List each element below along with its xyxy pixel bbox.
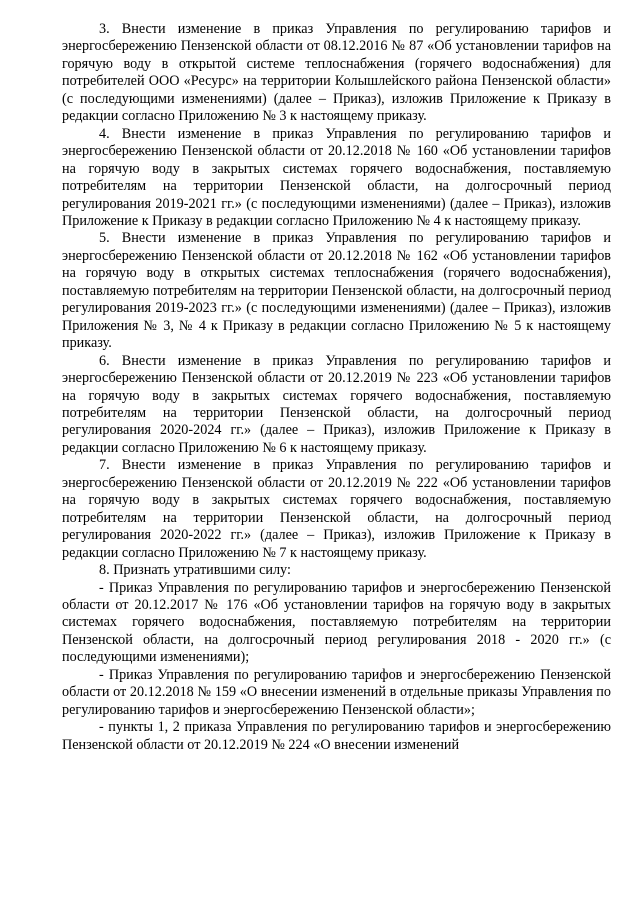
document-body bbox=[62, 21, 611, 754]
paragraph-item-3: 3. Внести изменение в приказ Управления по регулированию тарифов и энергосбережению Пензенской области от 08.12.2016 № 87 «Об установлении тарифов на горячую воду в открытой системе теплоснабжения (горячего водоснабжения) для потребителей ООО «Ресурс» на территории Колышлейского района Пензенской области» (с последующими изменениями) (далее – Приказ), изложив Приложение к Приказу в редакции согласно Приложению № 3 к настоящему приказу. bbox=[62, 21, 611, 125]
repealed-order-item-1: - Приказ Управления по регулированию тарифов и энергосбережению Пензенской области от 20.12.2017 № 176 «Об установлении тарифов на горячую воду в закрытых системах горячего водоснабжения, поставляемую потребителям на территории Пензенской области, на долгосрочный период регулирования 2018 - 2020 гг.» (с последующими изменениями); bbox=[62, 579, 611, 666]
repealed-order-item-2: - Приказ Управления по регулированию тарифов и энергосбережению Пензенской области от 20.12.2018 № 159 «О внесении изменений в отдельные приказы Управления по регулированию тарифов и энергосбережению Пензенской области»; bbox=[62, 666, 611, 718]
paragraph-item-4: 4. Внести изменение в приказ Управления по регулированию тарифов и энергосбережению Пензенской области от 20.12.2018 № 160 «Об установлении тарифов на горячую воду в закрытых системах горячего водоснабжения, поставляемую потребителям на территории Пензенской области, на долгосрочный период регулирования 2019-2021 гг.» (с последующими изменениями) (далее – Приказ), изложив Приложение к Приказу в редакции согласно Приложению № 4 к настоящему приказу. bbox=[62, 125, 611, 229]
paragraph-item-8: 8. Признать утратившими силу: bbox=[99, 562, 291, 579]
repealed-order-item-3: - пункты 1, 2 приказа Управления по регулированию тарифов и энергосбережению Пензенской области от 20.12.2019 № 224 «О внесении изменений bbox=[62, 719, 611, 753]
paragraph-item-6: 6. Внести изменение в приказ Управления по регулированию тарифов и энергосбережению Пензенской области от 20.12.2019 № 223 «Об установлении тарифов на горячую воду в закрытых системах горячего водоснабжения, поставляемую потребителям на территории Пензенской области, на долгосрочный период регулирования 2020-2024 гг.» (далее – Приказ), изложив Приложение к Приказу в редакции согласно Приложению № 6 к настоящему приказу. bbox=[62, 352, 611, 456]
paragraph-item-5: 5. Внести изменение в приказ Управления по регулированию тарифов и энергосбережению Пензенской области от 20.12.2018 № 162 «Об установлении тарифов на горячую воду в открытых системах теплоснабжения (горячего водоснабжения), поставляемую потребителям на территории Пензенской области, на долгосрочный период регулирования 2019-2023 гг.» (с последующими изменениями) (далее – Приказ), изложив Приложения № 3, № 4 к Приказу в редакции согласно Приложению № 5 к настоящему приказу. bbox=[62, 230, 611, 352]
paragraph-item-7: 7. Внести изменение в приказ Управления по регулированию тарифов и энергосбережению Пензенской области от 20.12.2019 № 222 «Об установлении тарифов на горячую воду в закрытых системах горячего водоснабжения, поставляемую потребителям на территории Пензенской области, на долгосрочный период регулирования 2020-2022 гг.» (далее – Приказ), изложив Приложение к Приказу в редакции согласно Приложению № 7 к настоящему приказу. bbox=[62, 457, 611, 561]
